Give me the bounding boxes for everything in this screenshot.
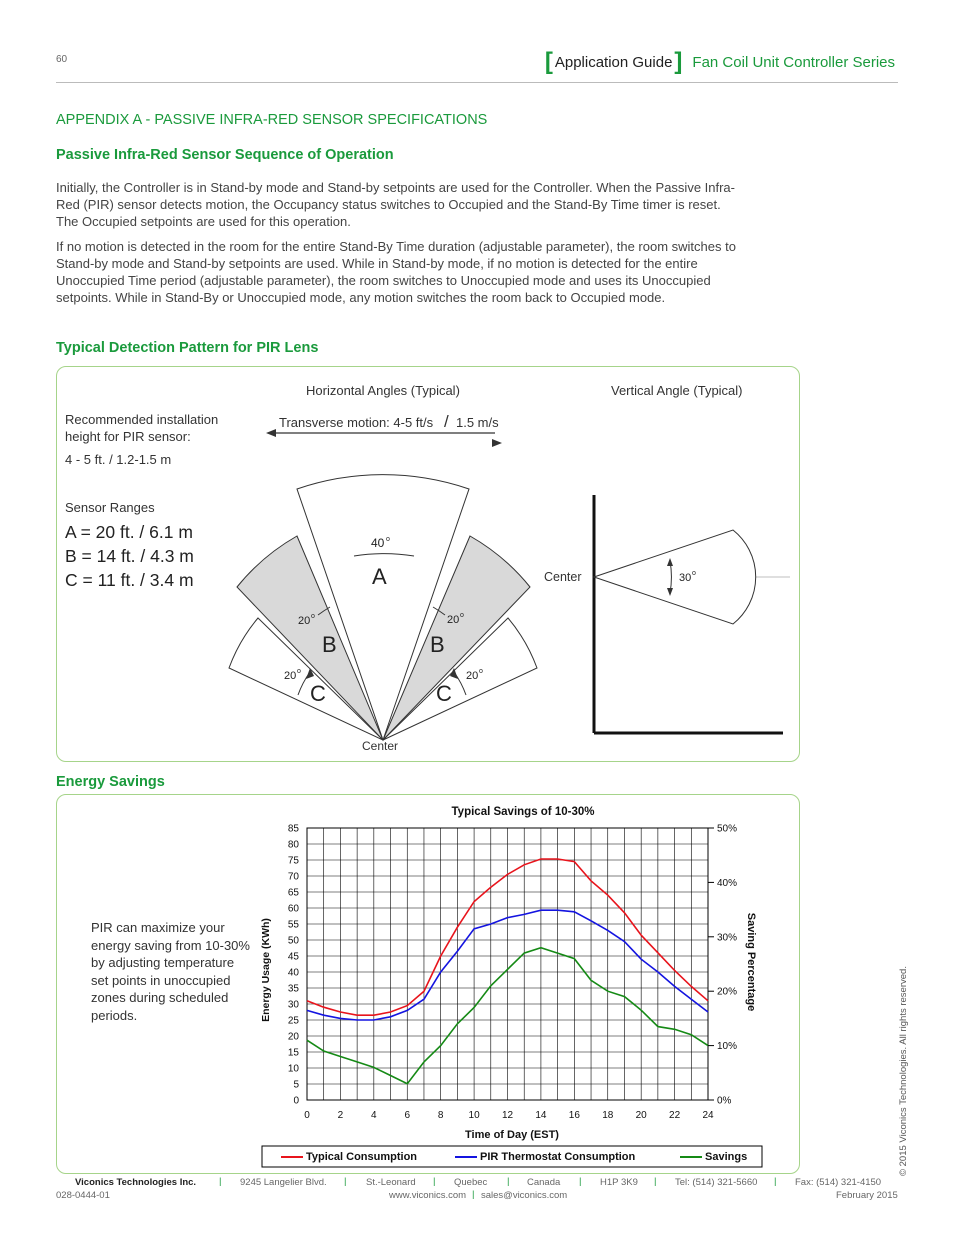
range-a: A = 20 ft. / 6.1 m: [65, 522, 193, 542]
footer-postal: H1P 3K9: [600, 1177, 638, 1188]
footer-country: Canada: [527, 1177, 561, 1188]
chart-title: Typical Savings of 10-30%: [451, 806, 595, 818]
x-tick-label: 14: [535, 1110, 547, 1121]
x-tick-label: 2: [337, 1110, 344, 1121]
chart-legend: [262, 1146, 762, 1167]
y-tick-label: 40: [287, 967, 299, 979]
energy-heading: Energy Savings: [56, 774, 165, 790]
y-tick-label: 70: [287, 871, 299, 883]
footer-email: sales@viconics.com: [481, 1190, 568, 1201]
y-tick-label: 50: [287, 935, 299, 947]
legend-entry: Savings: [705, 1151, 748, 1163]
y-tick-label: 85: [287, 823, 299, 835]
y-tick-label: 5: [293, 1079, 299, 1091]
install-height-value: 4 - 5 ft. / 1.2-1.5 m: [65, 452, 172, 467]
appendix-title: APPENDIX A - PASSIVE INFRA-RED SENSOR SPECIFICATIONS: [56, 112, 488, 128]
footer-doc-id: 028-0444-01: [56, 1190, 110, 1201]
y-tick-label: 25: [287, 1015, 299, 1027]
y2-tick-label: 10%: [717, 1041, 738, 1053]
angle-b-right-value: 20: [447, 614, 460, 626]
vertical-center-label: Center: [544, 570, 582, 584]
zone-b-left-label: B: [322, 632, 337, 657]
x-tick-label: 0: [304, 1110, 310, 1121]
vertical-angle-label: Vertical Angle (Typical): [611, 383, 743, 398]
y-tick-label: 15: [287, 1047, 299, 1059]
zone-b-right-label: B: [430, 632, 445, 657]
y-tick-label: 35: [287, 983, 299, 995]
zone-c-left-label: C: [310, 681, 326, 706]
x-tick-label: 10: [468, 1110, 480, 1121]
y-tick-label: 80: [287, 839, 299, 851]
angle-c-left-value: 20: [284, 670, 297, 682]
footer-separator: |: [219, 1176, 222, 1187]
y-tick-label: 45: [287, 951, 299, 963]
vertical-angle-degree: o: [692, 570, 696, 577]
y2-tick-label: 50%: [717, 823, 738, 835]
x-tick-label: 22: [669, 1110, 681, 1121]
range-c: C = 11 ft. / 3.4 m: [65, 570, 194, 590]
chart-y-label: Energy Usage (KWh): [260, 918, 272, 1022]
transverse-metric: 1.5 m/s: [456, 415, 499, 430]
page-number: 60: [56, 54, 68, 65]
detection-heading: Typical Detection Pattern for PIR Lens: [56, 340, 319, 356]
energy-description: PIR can maximize your energy saving from 10-30% by adjusting temperature set points in unoccupied zones during scheduled periods.: [91, 920, 250, 1023]
angle-c-right-degree: o: [479, 668, 483, 675]
y-tick-label: 0: [293, 1095, 299, 1107]
y-tick-label: 20: [287, 1031, 299, 1043]
y2-tick-label: 0%: [717, 1095, 732, 1107]
y2-tick-label: 40%: [717, 877, 738, 889]
vertical-angle-value: 30: [679, 572, 692, 584]
y-tick-label: 10: [287, 1063, 299, 1075]
x-tick-label: 4: [371, 1110, 377, 1121]
footer-separator: |: [344, 1176, 347, 1187]
bracket-open: [: [544, 48, 553, 75]
legend-entry: PIR Thermostat Consumption: [480, 1151, 636, 1163]
transverse-slash: /: [444, 412, 449, 431]
angle-b-right-degree: o: [460, 612, 464, 619]
footer-web: www.viconics.com: [389, 1190, 467, 1201]
chart-y2-label: Saving Percentage: [745, 912, 757, 1012]
x-tick-label: 8: [437, 1110, 444, 1121]
x-tick-label: 16: [568, 1110, 580, 1121]
angle-b-left-degree: o: [311, 613, 315, 620]
angle-a-degree: o: [386, 536, 390, 543]
guide-title: Application Guide: [554, 53, 673, 71]
y2-tick-label: 30%: [717, 932, 738, 944]
footer-separator: |: [654, 1176, 657, 1187]
y-tick-label: 75: [287, 855, 299, 867]
y-tick-label: 30: [287, 999, 299, 1011]
copyright-notice: © 2015 Viconics Technologies. All rights reserved.: [898, 966, 909, 1176]
x-tick-label: 20: [635, 1110, 647, 1121]
footer-separator: |: [507, 1176, 510, 1187]
angle-a-value: 40: [371, 536, 385, 550]
angle-c-right-value: 20: [466, 670, 479, 682]
footer-tel: Tel: (514) 321-5660: [675, 1177, 758, 1188]
footer-fax: Fax: (514) 321-4150: [795, 1177, 882, 1188]
range-b: B = 14 ft. / 4.3 m: [65, 546, 194, 566]
install-height-label: Recommended installation height for PIR sensor:: [65, 412, 219, 444]
zone-c-right-label: C: [436, 681, 452, 706]
x-tick-label: 24: [702, 1110, 714, 1121]
horizontal-angles-label: Horizontal Angles (Typical): [306, 383, 460, 398]
y-tick-label: 55: [287, 919, 299, 931]
horizontal-center-label: Center: [362, 739, 399, 753]
angle-b-left-value: 20: [298, 615, 311, 627]
sequence-paragraph-2: If no motion is detected in the room for the entire Stand-By Time duration (adjustable parameter), the room switches to Stand-by mode and Stand-by setpoints are used. While in Stand-by mode, if no motion is detected for the entire Unoccupied Time period (adjustable parameter), the room switches to Unoccupied mode and uses its Unoccupied setpoints. While in Stand-By or Unoccupied mode, any motion switches the room back to Occupied mode.: [56, 239, 736, 305]
footer-date: February 2015: [836, 1190, 898, 1201]
footer-address: 9245 Langelier Blvd.: [240, 1177, 327, 1188]
footer-separator: |: [774, 1176, 777, 1187]
x-tick-label: 6: [404, 1110, 411, 1121]
sensor-ranges-label: Sensor Ranges: [65, 500, 155, 515]
transverse-motion-label: Transverse motion: 4-5 ft/s: [279, 415, 434, 430]
zone-a-label: A: [372, 564, 387, 589]
x-tick-label: 18: [602, 1110, 614, 1121]
chart-x-label: Time of Day (EST): [465, 1129, 559, 1141]
legend-entry: Typical Consumption: [306, 1151, 418, 1163]
footer-separator: |: [579, 1176, 582, 1187]
y-tick-label: 60: [287, 903, 299, 915]
angle-c-left-degree: o: [297, 668, 301, 675]
sequence-heading: Passive Infra-Red Sensor Sequence of Operation: [56, 147, 394, 163]
footer-company: Viconics Technologies Inc.: [75, 1177, 197, 1188]
footer-province: Quebec: [454, 1177, 488, 1188]
footer-separator: |: [433, 1176, 436, 1187]
x-tick-label: 12: [501, 1110, 514, 1121]
y2-tick-label: 20%: [717, 986, 738, 998]
bracket-close: ]: [674, 48, 683, 75]
sequence-paragraph-1: Initially, the Controller is in Stand-by mode and Stand-by setpoints are used for the Controller. When the Passive Infra-Red (PIR) sensor detects motion, the Occupancy status switches to Occupied and the Stand-By Time timer is reset. The Occupied setpoints are used for this operation.: [56, 180, 735, 229]
footer-city: St.-Leonard: [366, 1177, 416, 1188]
series-title: Fan Coil Unit Controller Series: [692, 53, 895, 71]
y-tick-label: 65: [287, 887, 299, 899]
footer-separator: |: [472, 1189, 475, 1200]
